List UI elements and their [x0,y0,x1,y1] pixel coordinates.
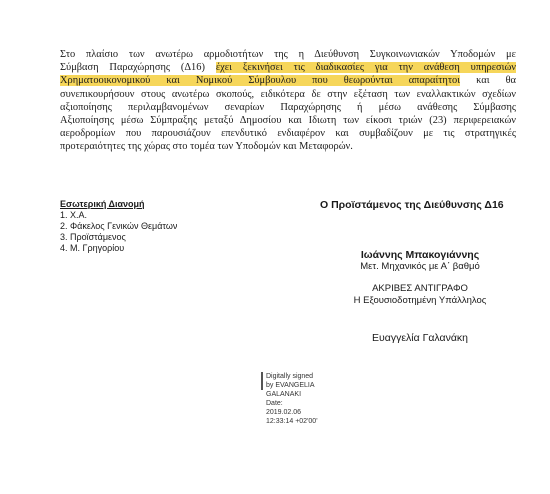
signature-line: Digitally signed [266,373,314,380]
certified-copy-line2: Η Εξουσιοδοτημένη Υπάλληλος [353,295,487,306]
paragraph-text: Σύμβαση Παραχώρησης (Δ16) [60,62,216,74]
signatory-title: Μετ. Μηχανικός με Α΄ βαθμό [360,261,480,272]
paragraph-line: Αξιοποίησης μέσω Σύμπραξης μεταξύ Δημοσίου και Ιδιωτη των είκοσι τριών (23) περιφερειακών [60,115,516,127]
internal-distribution [60,199,177,254]
signatory-name: Ιωάννης Μπακογιάννης [360,249,480,261]
certified-copy-name: Ευαγγελία Γαλανάκη [372,332,468,344]
paragraph-text: και θα [460,75,516,87]
signatory-block [320,249,520,273]
paragraph-line: αξιοποίησης περιλαμβανομένων σεναρίων Παραχώρησης ή μέσω ανάθεσης Σύμβασης [60,101,516,113]
paragraph-line [60,61,516,74]
distribution-item: 3. Προϊστάμενος [60,232,126,242]
main-paragraph [60,48,516,154]
signature-line: by EVANGELIA [266,382,315,389]
signature-line: 12:33:14 +02'00' [266,418,318,425]
certified-copy-block [320,283,520,307]
paragraph-line: προτεραιότητες της χώρας στο τομέα των Υποδομών και Μεταφορών. [60,141,353,153]
signatory-role: Ο Προϊστάμενος της Διεύθυνσης Δ16 [320,199,504,211]
highlighted-text: Χρηματοοικονομικού και Νομικού Σύμβουλου που θεωρούνται απαραίτητοι [60,75,461,87]
signature-mark-icon [261,372,263,390]
distribution-item: 1. Χ.Α. [60,210,88,220]
paragraph-line: συνεπικουρήσουν στους ανωτέρω σκοπούς, ειδικότερα δε στην εξέταση των εναλλακτικών σχεδίων [60,88,516,100]
paragraph-line: Στο πλαίσιο των ανωτέρω αρμοδιοτήτων της η Διεύθυνση Συγκοινωνιακών Υποδομών με [60,49,516,60]
distribution-item: 4. Μ. Γρηγορίου [60,243,125,253]
distribution-title: Εσωτερική Διανομή [60,199,145,209]
highlighted-text: έχει ξεκινήσει τις διαδικασίες για την ανάθεση υπηρεσιών [215,62,516,74]
paragraph-line [60,74,516,87]
paragraph-line: αεροδρομίων που παρουσιάζουν επενδυτικό ενδιαφέρον και συμβαδίζουν με τις στρατηγικές [60,128,516,140]
signature-line: Date: [266,400,283,407]
digital-signature [261,372,318,426]
certified-copy-line1: ΑΚΡΙΒΕΣ ΑΝΤΙΓΡΑΦΟ [372,283,468,294]
distribution-item: 2. Φάκελος Γενικών Θεμάτων [60,221,178,231]
signature-line: 2019.02.06 [266,409,302,416]
signature-line: GALANAKI [266,391,302,398]
